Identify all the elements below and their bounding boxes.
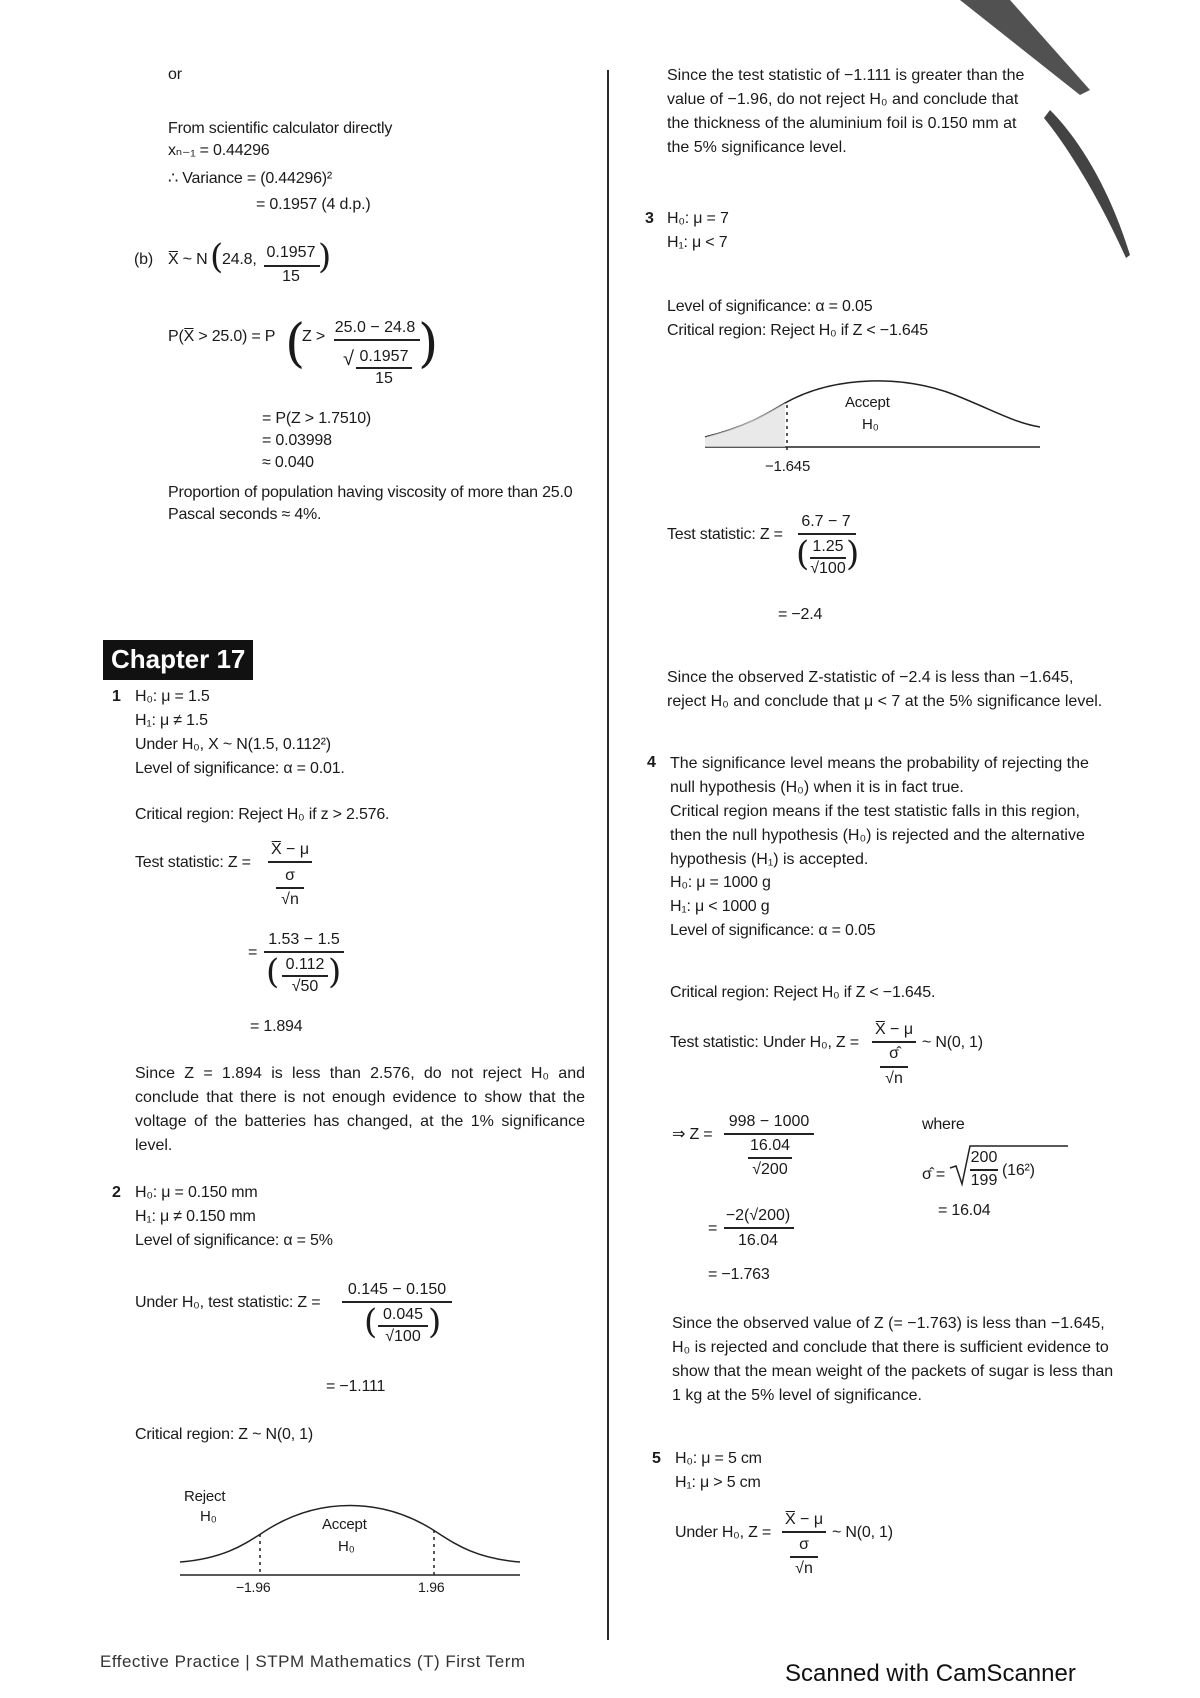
paren-left: (	[285, 314, 306, 374]
q4-conclusion: Since the observed value of Z (= −1.763) is less than −1.645, H₀ is rejected and conclude that there is sufficient evidence to show that the mean weight of the packets of sugar is less than 1 kg at the 5% level of significance.	[672, 1315, 1114, 1404]
q2-den-denominator: √100	[385, 1328, 421, 1345]
q5-under: Under H₀, Z =	[675, 1524, 772, 1541]
q4-result: = −1.763	[708, 1266, 770, 1283]
proportion-line-2: Pascal seconds ≈ 4%.	[168, 506, 322, 523]
fraction-bar	[782, 1531, 826, 1533]
q4-test-den-numerator: σ̂	[889, 1045, 899, 1062]
q1-test-den-numerator: σ	[285, 867, 295, 884]
q3-significance: Level of significance: α = 0.05	[667, 298, 873, 315]
q2-numerator: 0.145 − 0.150	[347, 1281, 447, 1298]
accept-h0-label: H₀	[338, 1538, 355, 1555]
equals-sign: =	[708, 1220, 718, 1237]
q1-significance: Level of significance: α = 0.01.	[135, 760, 345, 777]
q1-h0: H₀: μ = 1.5	[135, 688, 210, 705]
q1-under: Under H₀, X ~ N(1.5, 0.112²)	[135, 736, 331, 753]
q4-calc-den-numerator: 16.04	[749, 1137, 791, 1154]
q5-h1: H₁: μ > 5 cm	[675, 1474, 761, 1491]
paren-left: (	[210, 237, 224, 277]
paren-right: )	[318, 237, 332, 277]
fraction-bar	[748, 1157, 792, 1159]
q4-sigma-lhs: σ̂ =	[922, 1166, 946, 1183]
fraction-bar	[334, 339, 420, 341]
q1-critical-region: Critical region: Reject H₀ if z > 2.576.	[135, 806, 390, 823]
q1-result: = 1.894	[250, 1018, 303, 1035]
q1-conclusion: Since Z = 1.894 is less than 2.576, do not reject H₀ and conclude that there is not enough evidence to show that the voltage of the batteries has changed, at the 1% significance level.	[135, 1065, 585, 1154]
q4-step2-numerator: −2(√200)	[725, 1207, 791, 1224]
q4-critical-region: Critical region: Reject H₀ if Z < −1.645.	[670, 984, 936, 1001]
q2-den-numerator: 0.045	[382, 1306, 424, 1323]
reject-label: Reject	[184, 1488, 226, 1505]
q1-test-den-denominator: √n	[281, 891, 299, 908]
question-number: 1	[112, 688, 121, 705]
probability-z: Z >	[302, 328, 325, 345]
probability-den-numerator: 0.1957	[359, 348, 409, 365]
q3-critical-region: Critical region: Reject H₀ if Z < −1.645	[667, 322, 928, 339]
reject-h0-label: H₀	[200, 1508, 217, 1525]
q5-numerator: X̅ − μ	[784, 1511, 824, 1528]
paren-left: (	[796, 534, 810, 574]
q4-test-label: Test statistic: Under H₀, Z =	[670, 1034, 859, 1051]
probability-step-1: = P(Z > 1.7510)	[262, 410, 372, 427]
or-text: or	[168, 66, 182, 83]
paren-right: )	[428, 1302, 442, 1342]
paren-right: )	[328, 952, 342, 992]
proportion-line-1: Proportion of population having viscosity of more than 25.0	[168, 484, 573, 501]
q4-significance: Level of significance: α = 0.05	[670, 922, 876, 939]
q4-test-numerator: X̅ − μ	[874, 1021, 914, 1038]
paren-right: )	[418, 314, 439, 374]
q2-h1: H₁: μ ≠ 0.150 mm	[135, 1208, 256, 1225]
part-b-mean: 24.8,	[222, 251, 257, 268]
tick-label-left: −1.96	[236, 1579, 271, 1595]
chapter-heading: Chapter 17	[103, 640, 253, 680]
q1-test-label: Test statistic: Z =	[135, 854, 251, 871]
q1-test-numerator: X̅ − μ	[270, 841, 310, 858]
q3-h1: H₁: μ < 7	[667, 234, 728, 251]
q2-h0: H₀: μ = 0.150 mm	[135, 1184, 258, 1201]
calculator-value: xₙ₋₁ = 0.44296	[168, 142, 270, 159]
q5-h0: H₀: μ = 5 cm	[675, 1450, 762, 1467]
fraction-bar	[872, 1041, 916, 1043]
fraction-bar	[276, 887, 304, 889]
question-number: 5	[652, 1450, 661, 1467]
calculator-line: From scientific calculator directly	[168, 120, 393, 137]
q4-test-den-denominator: √n	[885, 1070, 903, 1087]
q4-sigma-value: = 16.04	[938, 1202, 991, 1219]
sqrt-symbol: √	[343, 348, 354, 370]
variance-line: ∴ Variance = (0.44296)²	[168, 170, 333, 187]
q4-where: where	[922, 1116, 965, 1133]
q3-result: = −2.4	[778, 606, 823, 623]
part-b-label: (b)	[134, 251, 153, 268]
fraction-bar	[268, 861, 312, 863]
q2-significance: Level of significance: α = 5%	[135, 1232, 333, 1249]
q4-sigma-tail: (16²)	[1002, 1162, 1035, 1179]
camscanner-watermark: Scanned with CamScanner	[785, 1660, 1076, 1687]
question-number: 2	[112, 1184, 121, 1201]
q4-step2-denominator: 16.04	[737, 1232, 779, 1249]
accept-label: Accept	[845, 394, 890, 411]
q4-sigma-denominator: 199	[970, 1172, 998, 1189]
paren-left: (	[266, 952, 280, 992]
q3-test-numerator: 6.7 − 7	[801, 513, 851, 530]
scan-edge-shadow	[960, 0, 1200, 280]
q1-calc-den-numerator: 0.112	[285, 956, 325, 973]
q1-calc-den-denominator: √50	[291, 978, 319, 995]
q4-calc-den-denominator: √200	[752, 1161, 788, 1178]
question-number: 3	[645, 210, 654, 227]
question-number: 4	[647, 754, 656, 771]
part-b-numerator: 0.1957	[266, 244, 316, 261]
q4-definition-2: Critical region means if the test statistic falls in this region, then the null hypothesis (H₀) is rejected and the alternative hypothesis (H₁) is accepted.	[670, 803, 1085, 868]
q4-calc-numerator: 998 − 1000	[728, 1113, 810, 1130]
accept-h0-label: H₀	[862, 416, 879, 433]
column-divider	[607, 70, 609, 1640]
q4-calc-lhs: ⇒ Z =	[672, 1126, 713, 1143]
q2-critical-region: Critical region: Z ~ N(0, 1)	[135, 1426, 314, 1443]
part-b-distribution: X̅ ~ N	[168, 251, 208, 268]
fraction-bar	[790, 1556, 818, 1558]
q4-test-distribution: ~ N(0, 1)	[922, 1034, 983, 1051]
probability-step-2: = 0.03998	[262, 432, 332, 449]
part-b-denominator: 15	[282, 268, 300, 285]
probability-step-3: ≈ 0.040	[262, 454, 314, 471]
q2-result: = −1.111	[326, 1378, 386, 1395]
q3-conclusion: Since the observed Z-statistic of −2.4 is less than −1.645, reject H₀ and conclude that μ < 7 at the 5% significance level.	[667, 669, 1103, 710]
variance-value: = 0.1957 (4 d.p.)	[256, 196, 371, 213]
tick-label-right: 1.96	[418, 1579, 445, 1595]
q3-test-den-denominator: √100	[810, 560, 846, 577]
paren-right: )	[846, 534, 860, 574]
q5-den-denominator: √n	[795, 1560, 813, 1577]
fraction-bar	[880, 1066, 908, 1068]
probability-numerator: 25.0 − 24.8	[334, 319, 416, 336]
q1-h1: H₁: μ ≠ 1.5	[135, 712, 208, 729]
accept-label: Accept	[322, 1516, 367, 1533]
fraction-bar	[724, 1227, 794, 1229]
q4-definition-1: The significance level means the probability of rejecting the null hypothesis (H₀) when it is in fact true.	[670, 755, 1089, 796]
q3-test-label: Test statistic: Z =	[667, 526, 783, 543]
page-footer: Effective Practice | STPM Mathematics (T) First Term	[100, 1652, 526, 1671]
paren-left: (	[364, 1302, 378, 1342]
q4-h1: H₁: μ < 1000 g	[670, 898, 770, 915]
probability-den-denominator: 15	[375, 370, 393, 387]
equals-sign: =	[248, 944, 258, 961]
q3-test-den-numerator: 1.25	[812, 538, 844, 555]
q2-under: Under H₀, test statistic: Z =	[135, 1294, 321, 1311]
q2-continued-conclusion: Since the test statistic of −1.111 is greater than the value of −1.96, do not reject H₀ and conclude that the thickness of the aluminium foil is 0.150 mm at the 5% significance level.	[667, 67, 1025, 156]
probability-lhs: P(X̅ > 25.0) = P	[168, 328, 276, 345]
q1-calc-numerator: 1.53 − 1.5	[268, 931, 340, 948]
fraction-bar	[724, 1133, 814, 1135]
q3-h0: H₀: μ = 7	[667, 210, 729, 227]
q5-den-numerator: σ	[799, 1536, 809, 1553]
q4-sigma-numerator: 200	[970, 1149, 998, 1166]
tick-label: −1.645	[765, 458, 811, 475]
q4-h0: H₀: μ = 1000 g	[670, 874, 771, 891]
q5-distribution: ~ N(0, 1)	[832, 1524, 893, 1541]
